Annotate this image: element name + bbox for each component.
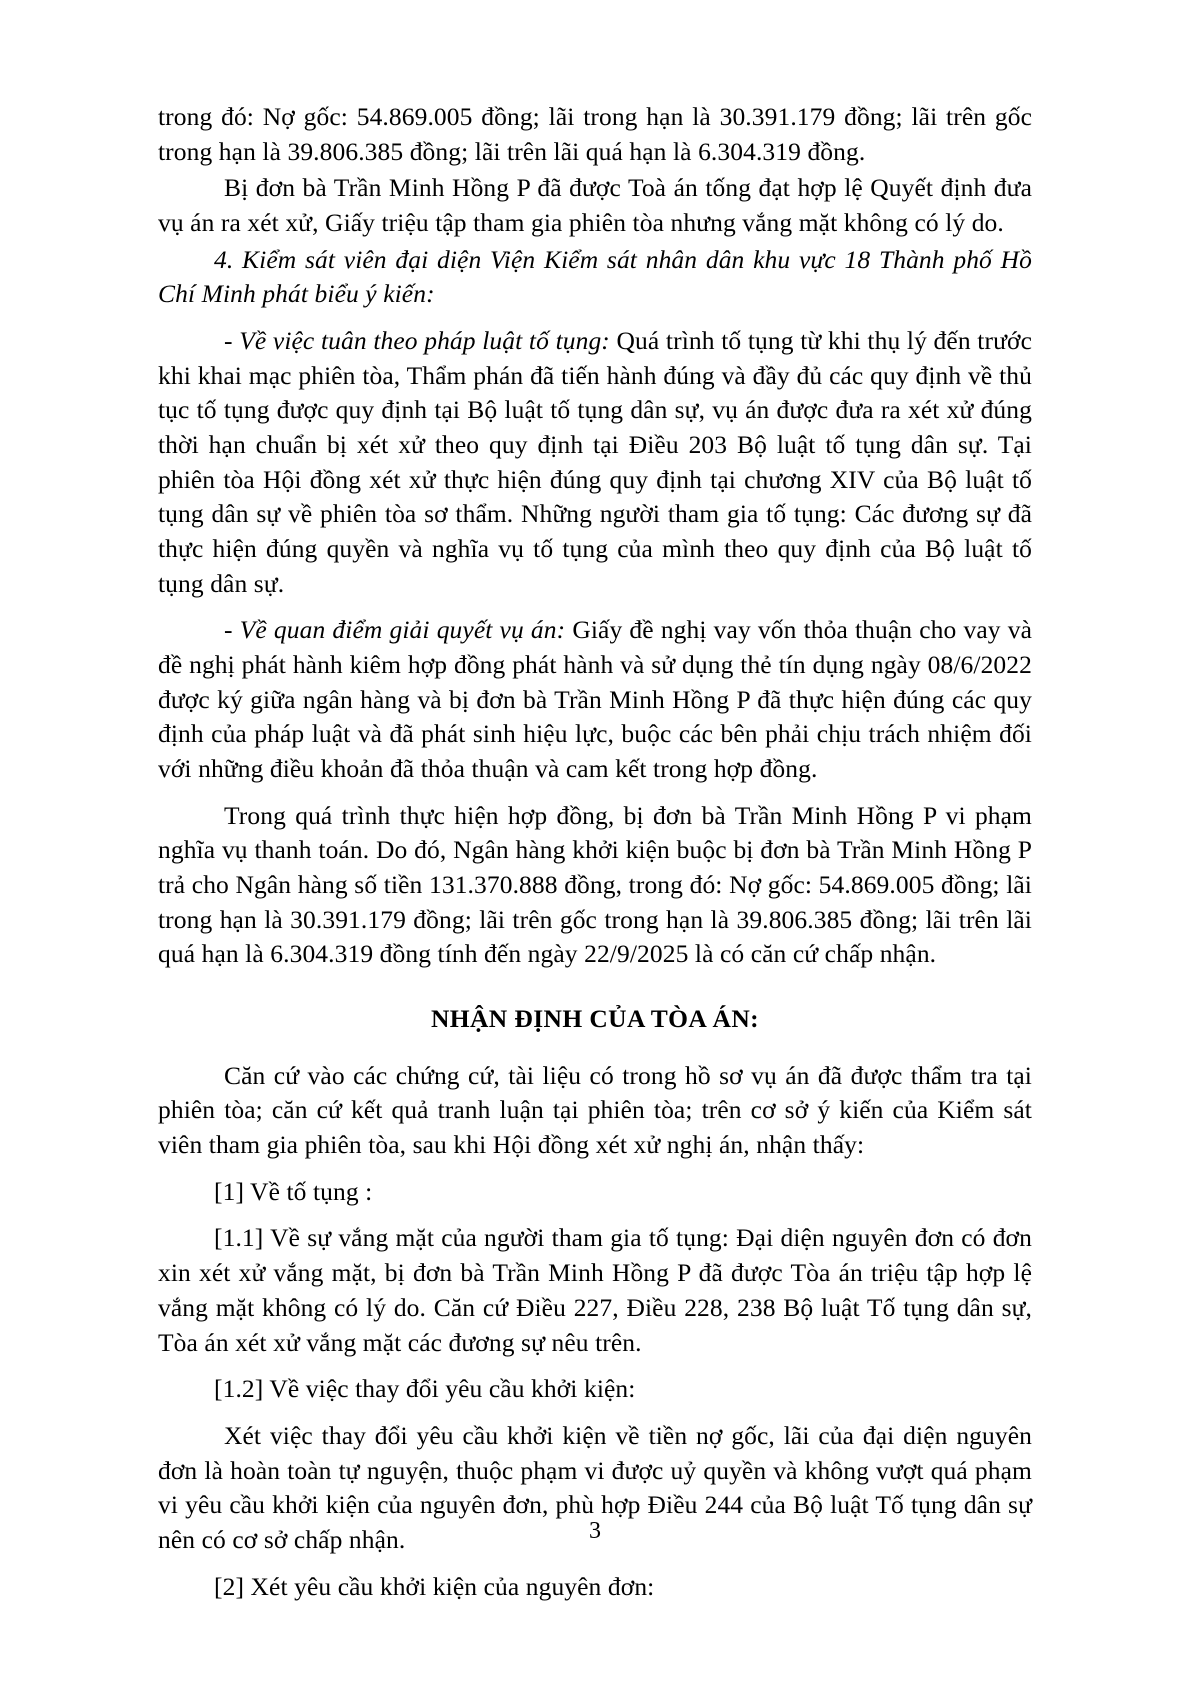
- paragraph-prosecutor-opinion-heading: 4. Kiểm sát viên đại diện Viện Kiểm sát nhân dân khu vực 18 Thành phố Hồ Chí Minh phát biểu ý kiến:: [158, 244, 1032, 309]
- paragraph-basis-of-judgment: Căn cứ vào các chứng cứ, tài liệu có trong hồ sơ vụ án đã được thẩm tra tại phiên tòa; căn cứ kết quả tranh luận tại phiên tòa; trên cơ sở ý kiến của Kiểm sát viên tham gia phiên tòa, sau khi Hội đồng xét xử nghị án, nhận thấy:: [158, 1060, 1032, 1160]
- paragraph-resolution-view: [158, 613, 1032, 786]
- paragraph-procedure-compliance: [158, 324, 1032, 601]
- paragraph-resolution-view-text: Giấy đề nghị vay vốn thỏa thuận cho vay và đề nghị phát hành kiêm hợp đồng phát hành và sử dụng thẻ tín dụng ngày 08/6/2022 được ký giữa ngân hàng và bị đơn bà Trần Minh Hồng P đã thực hiện đúng các quy định của pháp luật và đã phát sinh hiệu lực, buộc các bên phải chịu trách nhiệm đối với những điều khoản đã thỏa thuận và cam kết trong hợp đồng.: [158, 615, 1032, 784]
- paragraph-change-of-claim: Xét việc thay đổi yêu cầu khởi kiện về tiền nợ gốc, lãi của đại diện nguyên đơn là hoàn toàn tự nguyện, thuộc phạm vi được uỷ quyền và không vượt quá phạm vi yêu cầu khởi kiện của nguyên đơn, phù hợp Điều 244 của Bộ luật Tố tụng dân sự nên có cơ sở chấp nhận.: [158, 1420, 1032, 1554]
- paragraph-breach-and-claim: Trong quá trình thực hiện hợp đồng, bị đơn bà Trần Minh Hồng P vi phạm nghĩa vụ thanh toán. Do đó, Ngân hàng khởi kiện buộc bị đơn bà Trần Minh Hồng P trả cho Ngân hàng số tiền 131.370.888 đồng, trong đó: Nợ gốc: 54.869.005 đồng; lãi trong hạn là 30.391.179 đồng; lãi trên gốc trong hạn là 39.806.385 đồng; lãi trên lãi quá hạn là 6.304.319 đồng tính đến ngày 22/9/2025 là có căn cứ chấp nhận.: [158, 800, 1032, 969]
- page-number: 3: [589, 1518, 601, 1544]
- paragraph-item-1-2: [1.2] Về việc thay đổi yêu cầu khởi kiện:: [214, 1374, 636, 1404]
- paragraph-item-2: [2] Xét yêu cầu khởi kiện của nguyên đơn:: [214, 1571, 655, 1601]
- lead-in-resolution-view: - Về quan điểm giải quyết vụ án:: [224, 615, 566, 645]
- lead-in-procedure-compliance: - Về việc tuân theo pháp luật tố tụng:: [224, 326, 610, 356]
- document-body: [158, 100, 1032, 1604]
- section-heading-court-findings: NHẬN ĐỊNH CỦA TÒA ÁN:: [430, 1004, 760, 1034]
- paragraph-item-1: [1] Về tố tụng :: [214, 1176, 373, 1206]
- paragraph-defendant-absent: Bị đơn bà Trần Minh Hồng P đã được Toà án tống đạt hợp lệ Quyết định đưa vụ án ra xét xử, Giấy triệu tập tham gia phiên tòa nhưng vắng mặt không có lý do.: [158, 173, 1032, 238]
- paragraph-procedure-compliance-text: Quá trình tố tụng từ khi thụ lý đến trước khi khai mạc phiên tòa, Thẩm phán đã tiến hành đúng và đầy đủ các quy định về thủ tục tố tụng được quy định tại Bộ luật tố tụng dân sự, vụ án được đưa ra xét xử đúng thời hạn chuẩn bị xét xử theo quy định tại Điều 203 Bộ luật tố tụng dân sự. Tại phiên tòa Hội đồng xét xử thực hiện đúng quy định tại chương XIV của Bộ luật tố tụng dân sự về phiên tòa sơ thẩm. Những người tham gia tố tụng: Các đương sự đã thực hiện đúng quyền và nghĩa vụ tố tụng của mình theo quy định của Bộ luật tố tụng dân sự.: [158, 326, 1032, 598]
- paragraph-debt-breakdown: trong đó: Nợ gốc: 54.869.005 đồng; lãi trong hạn là 30.391.179 đồng; lãi trên gốc trong hạn là 39.806.385 đồng; lãi trên lãi quá hạn là 6.304.319 đồng.: [158, 102, 1032, 166]
- paragraph-item-1-1: [1.1] Về sự vắng mặt của người tham gia tố tụng: Đại diện nguyên đơn có đơn xin xét xử vắng mặt, bị đơn bà Trần Minh Hồng P đã được Tòa án triệu tập hợp lệ vắng mặt không có lý do. Căn cứ Điều 227, Điều 228, 238 Bộ luật Tố tụng dân sự, Tòa án xét xử vắng mặt các đương sự nêu trên.: [158, 1223, 1032, 1357]
